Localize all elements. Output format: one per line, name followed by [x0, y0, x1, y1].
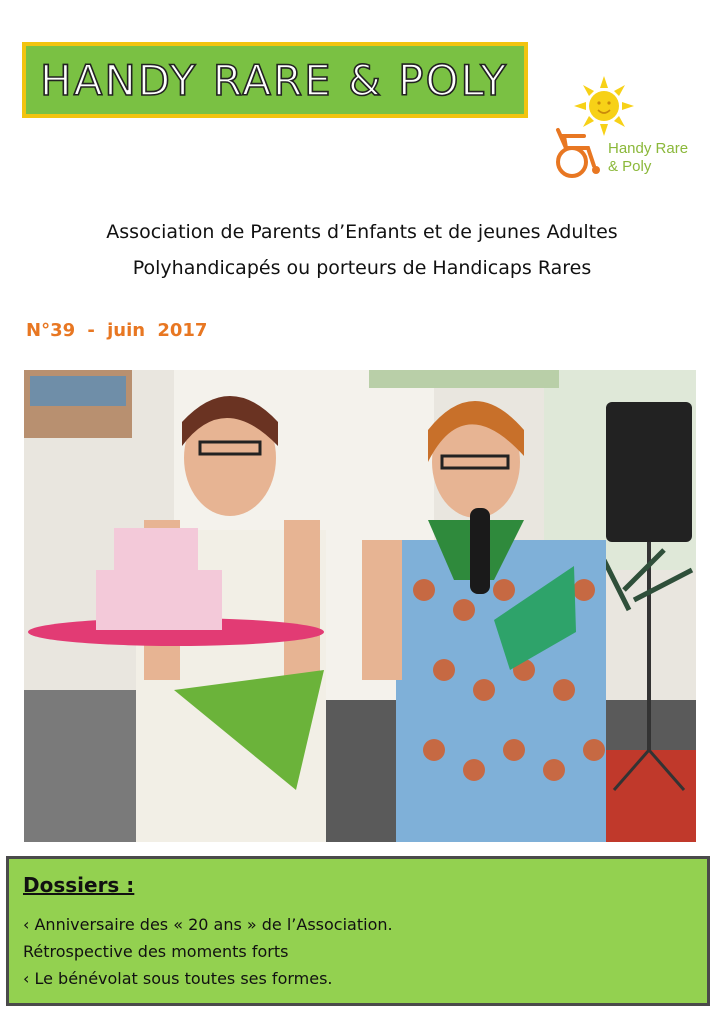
dossier-item: ‹ Anniversaire des « 20 ans » de l’Association.	[23, 915, 393, 934]
association-subtitle	[0, 214, 724, 286]
logo-text: Handy Rare & Poly	[608, 140, 689, 175]
dossiers-title: Dossiers :	[23, 873, 135, 897]
page-title: HANDY RARE & POLY	[40, 55, 509, 105]
dossiers-box	[6, 856, 710, 1006]
dossiers-list	[23, 911, 393, 992]
title-banner	[22, 42, 528, 118]
issue-number: N°39 - juin 2017	[26, 320, 208, 341]
subtitle-line-1: Association de Parents d’Enfants et de jeunes Adultes	[106, 221, 618, 243]
cover-photo	[24, 370, 696, 842]
subtitle-line-2: Polyhandicapés ou porteurs de Handicaps Rares	[132, 257, 592, 279]
dossier-item: ‹ Le bénévolat sous toutes ses formes.	[23, 969, 333, 988]
dossier-item: Rétrospective des moments forts	[23, 942, 289, 961]
